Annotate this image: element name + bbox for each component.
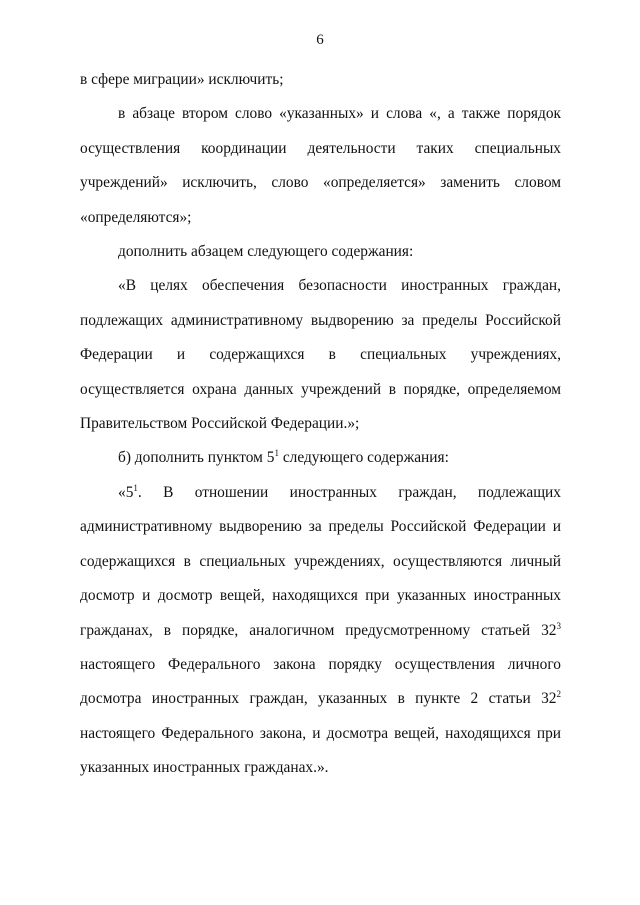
paragraph-6-superscript-2: 3 bbox=[556, 620, 561, 631]
paragraph-6-superscript-3: 2 bbox=[556, 689, 561, 700]
paragraph-5-text-a: б) дополнить пунктом 5 bbox=[118, 449, 275, 467]
paragraph-6 bbox=[80, 476, 561, 786]
paragraph-6-superscript-1: 1 bbox=[133, 483, 138, 494]
paragraph-6-text-a: «5 bbox=[118, 483, 134, 501]
paragraph-6-text-c: настоящего Федерального закона порядку осуществления личного досмотра иностранных граждан, указанных в пункте 2 статьи 32 bbox=[80, 655, 561, 708]
paragraph-2: в абзаце втором слово «указанных» и слова «, а также порядок осуществления координации деятельности таких специальных учреждений» исключить, слово «определяется» заменить словом «определяются»; bbox=[80, 105, 561, 226]
paragraph-6-text-d: настоящего Федерального закона, и досмотра вещей, находящихся при указанных иностранных гражданах.». bbox=[80, 724, 561, 777]
document-body bbox=[80, 63, 561, 786]
paragraph-6-text-b: . В отношении иностранных граждан, подлежащих административному выдворению за пределы Российской Федерации и содержащихся в специальных учреждениях, осуществляются личный досмотр и досмотр вещей, находящихся при указанных иностранных гражданах, в порядке, аналогичном предусмотренному статьей 32 bbox=[80, 483, 561, 639]
paragraph-5-text-b: следующего содержания: bbox=[278, 449, 449, 467]
page-number: 6 bbox=[316, 32, 324, 48]
paragraph-5 bbox=[80, 441, 561, 475]
paragraph-3: дополнить абзацем следующего содержания: bbox=[118, 243, 414, 261]
paragraph-4: «В целях обеспечения безопасности иностранных граждан, подлежащих административному выдворению за пределы Российской Федерации и содержащихся в специальных учреждениях, осуществляется охрана данных учреждений в порядке, определяемом Правительством Российской Федерации.»; bbox=[80, 277, 561, 433]
paragraph-5-superscript: 1 bbox=[274, 448, 279, 459]
paragraph-1: в сфере миграции» исключить; bbox=[80, 71, 284, 88]
